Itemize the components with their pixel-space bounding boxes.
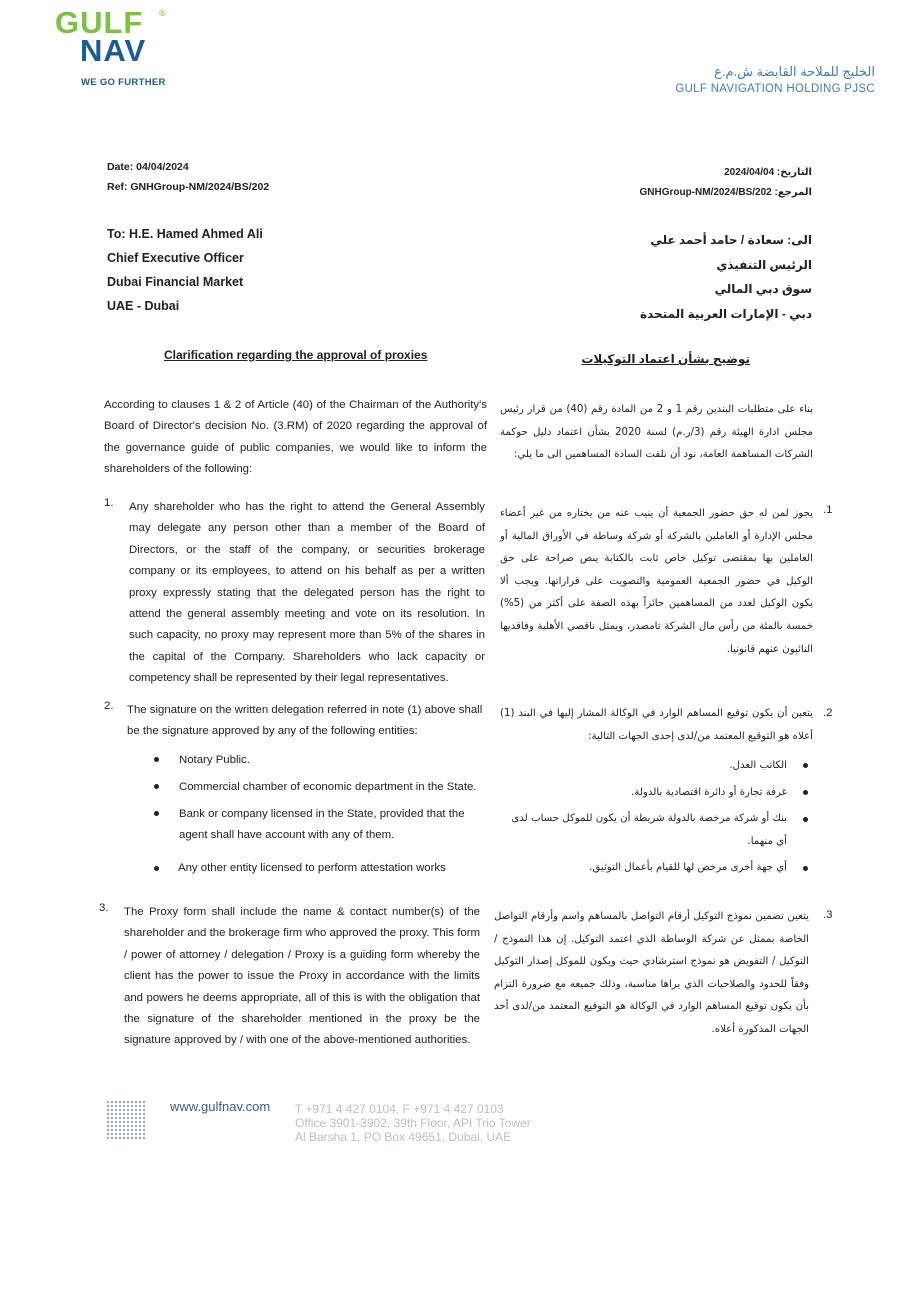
intro-en: According to clauses 1 & 2 of Article (40) of the Chairman of the Authority's Board of Director's decision No. (3.RM) of 2020 regarding the approval of the governance guide of public companies, we would like to inform the shareholders of the following: [104,399,487,476]
ref-ar: المرجع: GNHGroup-NM/2024/BS/202 [639,187,812,198]
footer-contact-line: Al Barsha 1, PO Box 49651, Dubai, UAE [295,1130,512,1144]
date-en: Date: 04/04/2024 [107,161,189,173]
footer-contact-line: Office 3901-3902, 39th Floor, API Trio Tower [295,1116,531,1130]
subject-ar: توضيح بشأن اعتماد التوكيلات [581,352,750,366]
recipient-line: الرئيس التنفيذي [716,257,812,272]
footer-contact-line: T +971 4 427 0104, F +971 4 427 0103 [295,1102,504,1116]
logo-gulf-text: GULF [55,5,144,40]
subject-en: Clarification regarding the approval of proxies [164,348,428,362]
footer-dot-pattern [106,1100,146,1140]
item-1-en: Any shareholder who has the right to attend the General Assembly may delegate any person other than a member of the Board of Directors, or the staff of the company, or securities brokerage company or its employees, to attend on his behalf as per a written proxy expressly stating that the delegated person has the right to attend the general assembly meeting and vote on its resolution. In such capacity, no proxy may represent more than 5% of the shares in the capital of the Company. Shareholders who lack capacity or competency shall be represented by their legal representatives. [129,501,485,685]
item-2-en: The signature on the written delegation referred in note (1) above shall be the signature approved by any of the following entities: [127,704,483,738]
recipient-line: To: H.E. Hamed Ahmed Ali [107,227,263,241]
bullet-icon [154,866,159,871]
footer-contact-block [295,1102,531,1144]
bullet-icon [803,817,808,822]
bullet-icon [803,866,808,871]
bullet-item-en: Bank or company licensed in the State, provided that the agent shall have account with any of them. [179,808,465,842]
footer-website-link[interactable]: www.gulfnav.com [170,1099,271,1114]
item-number-en: 3. [99,902,109,914]
item-number-en: 2. [104,700,114,712]
registered-mark: ® [159,8,166,18]
company-name-arabic: الخليج للملاحة القابضة ش.م.ع [714,64,875,79]
bullet-item-ar: أي جهة أخرى مرخص لها للقيام بأعمال التوثيق. [589,862,787,873]
item-number-ar: .2 [823,707,833,719]
recipient-line: Chief Executive Officer [107,251,244,265]
recipient-line: Dubai Financial Market [107,275,244,289]
item-2-ar: يتعين أن يكون توقيع المساهم الوارد في الوكالة المشار إليها في البند (1) أعلاه هو التوقيع المعتمد من/لدى إحدى الجهات التالية: [500,708,813,742]
item-number-ar: .1 [823,504,833,516]
recipient-line: UAE - Dubai [107,299,180,313]
company-name-english: GULF NAVIGATION HOLDING PJSC [675,83,875,95]
bullet-icon [803,790,808,795]
item-3-en: The Proxy form shall include the name & contact number(s) of the shareholder and the brokerage firm who approved the proxy. This form / power of attorney / delegation / Proxy is a guiding form whereby the client has the power to issue the Proxy in accordance with the limits and powers he deems appropriate, all of this is with the obligation that the signature of the shareholder mentioned in the proxy be the signature approved by / with one of the above-mentioned authorities. [124,906,480,1047]
logo-nav-text: NAV [80,33,147,68]
recipient-line: دبي - الإمارات العربية المتحدة [640,306,812,321]
bullet-icon [154,811,159,816]
date-ref-ar [600,163,812,203]
item-number-ar: .3 [823,909,833,921]
item-number-en: 1. [104,497,114,509]
date-ar: التاريخ: 2024/04/04 [724,167,812,178]
bullet-item-en: Any other entity licensed to perform attestation works [178,862,446,874]
logo-tagline: WE GO FURTHER [81,77,166,88]
date-ref-en [107,157,269,197]
item-1-ar: يجوز لمن له حق حضور الجمعية أن ينيب عنه من يختاره من غير أعضاء مجلس الإدارة أو العاملين بالشركة أو شركة وساطة في الأوراق المالية أو العاملين بها بمقتضى توكيل خاص ثابت بالكتابة ينص صراحة على حق الوكيل في حضور الجمعية العمومية والتصويت على قراراتها. ويجب ألا يكون الوكيل لعدد من المساهمين حائزاً بهذه الصفة على أكثر من (5%) خمسة بالمئة من رأس مال الشركة تامصدر، ويمثل ناقصي الأهلية وفاقديها النائبون عنهم قانونيا. [500,508,813,655]
bullet-icon [803,763,808,768]
recipient-line: الى: سعادة / حامد أحمد علي [650,233,812,247]
bullet-icon [154,784,159,789]
bullet-item-ar: بنك أو شركة مرخصة بالدولة شريطة أن يكون للموكل حساب لدى أي منهما. [511,813,787,847]
bullet-item-ar: الكاتب العدل. [729,760,787,771]
item-3-ar: يتعين تضمين نموذج التوكيل أرقام التواصل بالمساهم واسم وأرقام التواصل الخاصة بممثل عن شركة الوساطة الذي اعتمد التوكيل. إن هذا النموذج / التوكيل / التفويض هو نموذج استرشادي حيث ويكون للموكل إصدار التوكيل وفقاً للحدود والصلاحيات الذي يراها مناسبة، وذلك جميعه مع ضرورة التزام بأن يكون توقيع المساهم الوارد في الوكالة هو التوقيع المعتمد من/لدى أحد الجهات المذكورة أعلاه. [494,911,809,1035]
recipient-line: سوق دبي المالي [714,282,812,296]
bullet-item-ar: غرفة تجارة أو دائرة اقتصادية بالدولة. [631,787,787,798]
bullet-item-en: Notary Public. [179,754,250,766]
bullet-item-en: Commercial chamber of economic department in the State. [179,781,477,793]
ref-en: Ref: GNHGroup-NM/2024/BS/202 [107,181,270,193]
recipient-block-ar [560,228,812,326]
recipient-block-en [107,222,263,318]
bullet-icon [154,757,159,762]
intro-ar: بناء على متطلبات البندين رقم 1 و 2 من المادة رقم (40) من قرار رئيس مجلس ادارة الهيئة رقم (3/ر.م) لسنة 2020 بشأن اعتماد دليل حوكمة الشركات المساهمة العامة، نود أن نلفت السادة المساهمين الى ما يلي: [500,404,813,461]
